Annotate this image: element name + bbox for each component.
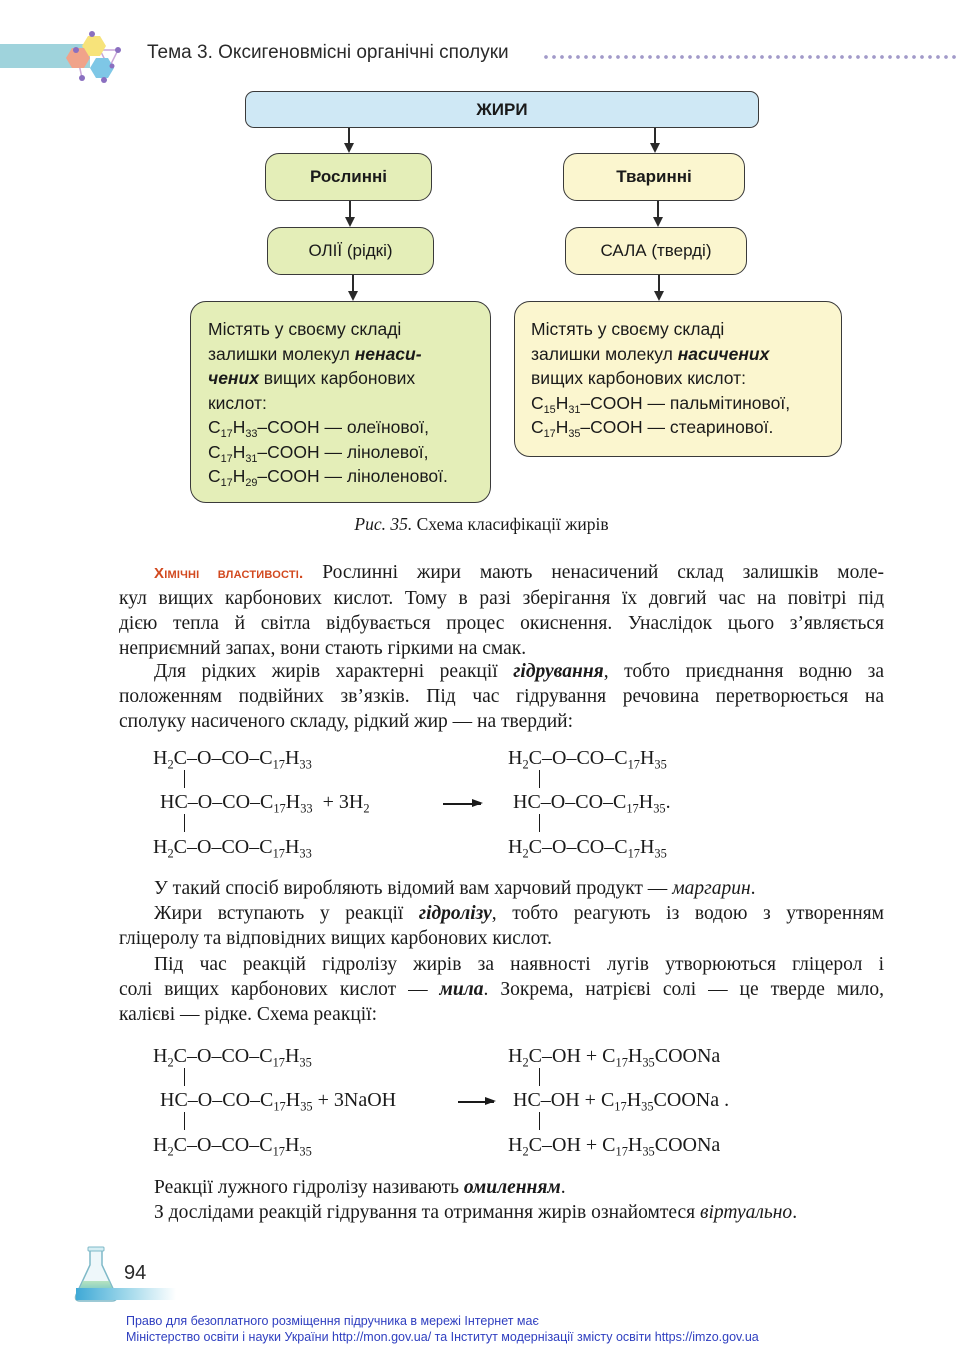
animal-fats-description: Містять у своєму складі залишки молекул насичених вищих карбонових кислот: $C_{15}H_{31}$–COOH — пальмітинової, $C_{17}H_{35}$–COOH — стеаринової. bbox=[514, 301, 842, 457]
diagram-plant-fats: Рослинні bbox=[265, 153, 432, 201]
figure-caption: Рис. 35. Схема класифікації жирів bbox=[354, 514, 609, 534]
arrow-sala-desc bbox=[658, 275, 660, 299]
paragraph-soaps: Під час реакцій гідролізу жирів за наявності лугів утворюються гліцерол і солі вищих карбонових кислот — мила. Зокрема, натрієві солі — це тверде мило, калієві — рідке. Схема реакції: bbox=[119, 954, 885, 1025]
arrow-root-plant bbox=[348, 128, 350, 151]
formula-palmitic: $C_{15}H_{31}$–COOH — пальмітинової, bbox=[531, 392, 791, 416]
paragraph-virtual-experiments: З дослідами реакцій гідрування та отримання жирів ознайомтеся віртуально. bbox=[154, 1202, 798, 1223]
diagram-oils: ОЛІЇ (рідкі) bbox=[267, 227, 434, 275]
diagram-animal-fats: Тваринні bbox=[563, 153, 745, 201]
formula-oleic: $C_{17}H_{33}$–COOH — олеїнової, bbox=[208, 417, 429, 440]
copyright-notice: Право для безоплатного розміщення підручника в мережі Інтернет має Міністерство освіти і науки України http://mon.gov.ua/ та Інститут модернізації змісту освіти https://imzo.gov.ua bbox=[126, 1314, 759, 1344]
paragraph-margarine: У такий спосіб виробляють відомий вам харчовий продукт — маргарин. bbox=[154, 878, 756, 899]
formula-stearic: $C_{17}H_{35}$–COOH — стеаринової. bbox=[531, 417, 774, 440]
diagram-root-fats: ЖИРИ bbox=[245, 91, 759, 128]
formula-linoleic: $C_{17}H_{31}$–COOH — лінолевої, bbox=[208, 441, 429, 465]
arrow-animal-sala bbox=[657, 201, 659, 225]
formula-linolenic: $C_{17}H_{29}$–COOH — ліноленової. bbox=[208, 466, 448, 489]
arrow-root-animal bbox=[654, 128, 656, 151]
arrow-oils-desc bbox=[352, 275, 354, 299]
paragraph-hydrolysis: Жири вступають у реакції гідролізу, тобто реагують із водою з утворенням гліцеролу та відповідних вищих карбонових кислот. bbox=[119, 903, 884, 949]
section-heading: Хімічні властивості. bbox=[154, 565, 304, 582]
paragraph-chemical-properties: Хімічні властивості. Рослинні жири мають ненасичений склад залишків моле- кул вищих карбонових кислот. Тому в разі зберігання їх довгий час на повітрі під дією тепла й світла відбувається процес окиснення. Унаслідок цього з’являється неприємний запах, вони стають гіркими на смак. bbox=[119, 562, 884, 659]
arrow-plant-oils bbox=[349, 201, 351, 225]
plant-fats-description: Містять у своєму складі залишки молекул ненаси- чених вищих карбонових кислот: $C_{17}H_{33}$–COOH — олеїнової, $C_{17}H_{31}$–COOH — лінолевої, $C_{17}H_{29}$–COOH — ліноленової. bbox=[190, 301, 491, 503]
reaction-arrow bbox=[443, 803, 481, 805]
paragraph-hydrogenation: Для рідких жирів характерні реакції гідрування, тобто приєднання водню за положенням подвійних зв’язків. Під час гідрування речовина перетворюється на сполуку насиченого складу, рідкий жир — на твердий: bbox=[119, 661, 884, 732]
page-number: 94 bbox=[124, 1262, 147, 1284]
chapter-title: Тема 3. Оксигеновмісні органічні сполуки bbox=[147, 42, 509, 63]
footer-band bbox=[76, 1288, 176, 1300]
molecule-logo-icon bbox=[62, 28, 132, 86]
reaction-arrow bbox=[458, 1101, 494, 1103]
paragraph-saponification: Реакції лужного гідролізу називають омиленням. bbox=[154, 1177, 566, 1198]
diagram-sala: САЛА (тверді) bbox=[565, 227, 747, 275]
header-dotted-line bbox=[542, 54, 956, 60]
